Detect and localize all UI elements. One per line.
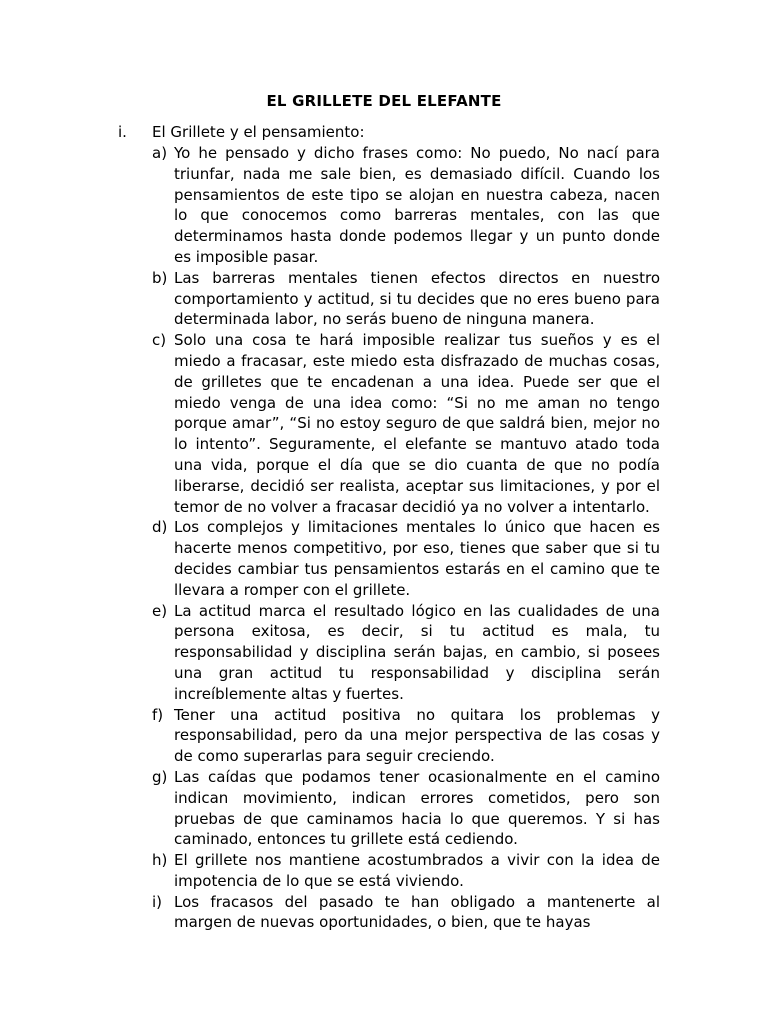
section-heading: El Grillete y el pensamiento: (152, 123, 365, 141)
list-item-marker: f) (152, 705, 164, 724)
list-item-text: Solo una cosa te hará imposible realizar tus sueños y es el miedo a fracasar, este miedo esta disfrazado de muchas cosas, de grilletes que te encadenan a una idea. Puede ser que el miedo venga de una idea como: “Si no me aman no tengo porque amar”, “Si no estoy seguro de que saldrá bien, mejor no lo intento”. Seguramente, el elefante se mantuvo atado toda una vida, porque el día que se dio cuanta de que no podía liberarse, decidió ser realista, aceptar sus limitaciones, y por el temor de no volver a fracasar decidió ya no volver a intentarlo. (174, 331, 660, 516)
list-item-text: Tener una actitud positiva no quitara los problemas y responsabilidad, pero da una mejor perspectiva de las cosas y de como superarlas para seguir creciendo. (174, 705, 660, 766)
list-item-text: El grillete nos mantiene acostumbrados a vivir con la idea de impotencia de lo que se está viviendo. (174, 851, 660, 890)
list-item (152, 517, 660, 600)
list-item (152, 601, 660, 705)
list-item-marker: b) (152, 268, 168, 287)
list-item-marker: i) (152, 892, 163, 911)
list-item (152, 850, 660, 892)
list-item (152, 330, 660, 517)
document-title: EL GRILLETE DEL ELEFANTE (266, 92, 502, 110)
list-item-marker: g) (152, 767, 168, 786)
list-item-text: La actitud marca el resultado lógico en las cualidades de una persona exitosa, es decir, si tu actitud es mala, tu responsabilidad y disciplina serán bajas, en cambio, si posees una gran actitud tu responsabilidad y disciplina serán increíblemente altas y fuertes. (174, 601, 660, 703)
list-item-text: Yo he pensado y dicho frases como: No puedo, No nací para triunfar, nada me sale bien, es demasiado difícil. Cuando los pensamientos de este tipo se alojan en nuestra cabeza, nacen lo que conocemos como barreras mentales, con las que determinamos hasta donde podemos llegar y un punto donde es imposible pasar. (174, 144, 660, 266)
list-item (152, 767, 660, 850)
list-item (152, 268, 660, 330)
list-item (152, 143, 660, 268)
item-list (152, 143, 660, 933)
list-item (152, 892, 660, 934)
list-item-text: Las barreras mentales tienen efectos directos en nuestro comportamiento y actitud, si tu decides que no eres bueno para determinada labor, no serás bueno de ninguna manera. (174, 268, 660, 329)
list-item-marker: e) (152, 601, 168, 620)
section-marker: i. (118, 123, 127, 141)
list-item-marker: a) (152, 144, 168, 162)
list-item-marker: c) (152, 331, 167, 350)
list-item-text: Los fracasos del pasado te han obligado a mantenerte al margen de nuevas oportunidades, o bien, que te hayas (174, 892, 660, 932)
list-item-text: Las caídas que podamos tener ocasionalmente en el camino indican movimiento, indican errores cometidos, pero son pruebas de que caminamos hacia lo que queremos. Y si has caminado, entonces tu grillete está cediendo. (174, 767, 660, 849)
list-item-marker: d) (152, 518, 168, 537)
list-item (152, 705, 660, 767)
list-item-marker: h) (152, 851, 168, 870)
list-item-text: Los complejos y limitaciones mentales lo único que hacen es hacerte menos competitivo, por eso, tienes que saber que si tu decides cambiar tus pensamientos estarás en el camino que te llevara a romper con el grillete. (174, 518, 660, 599)
